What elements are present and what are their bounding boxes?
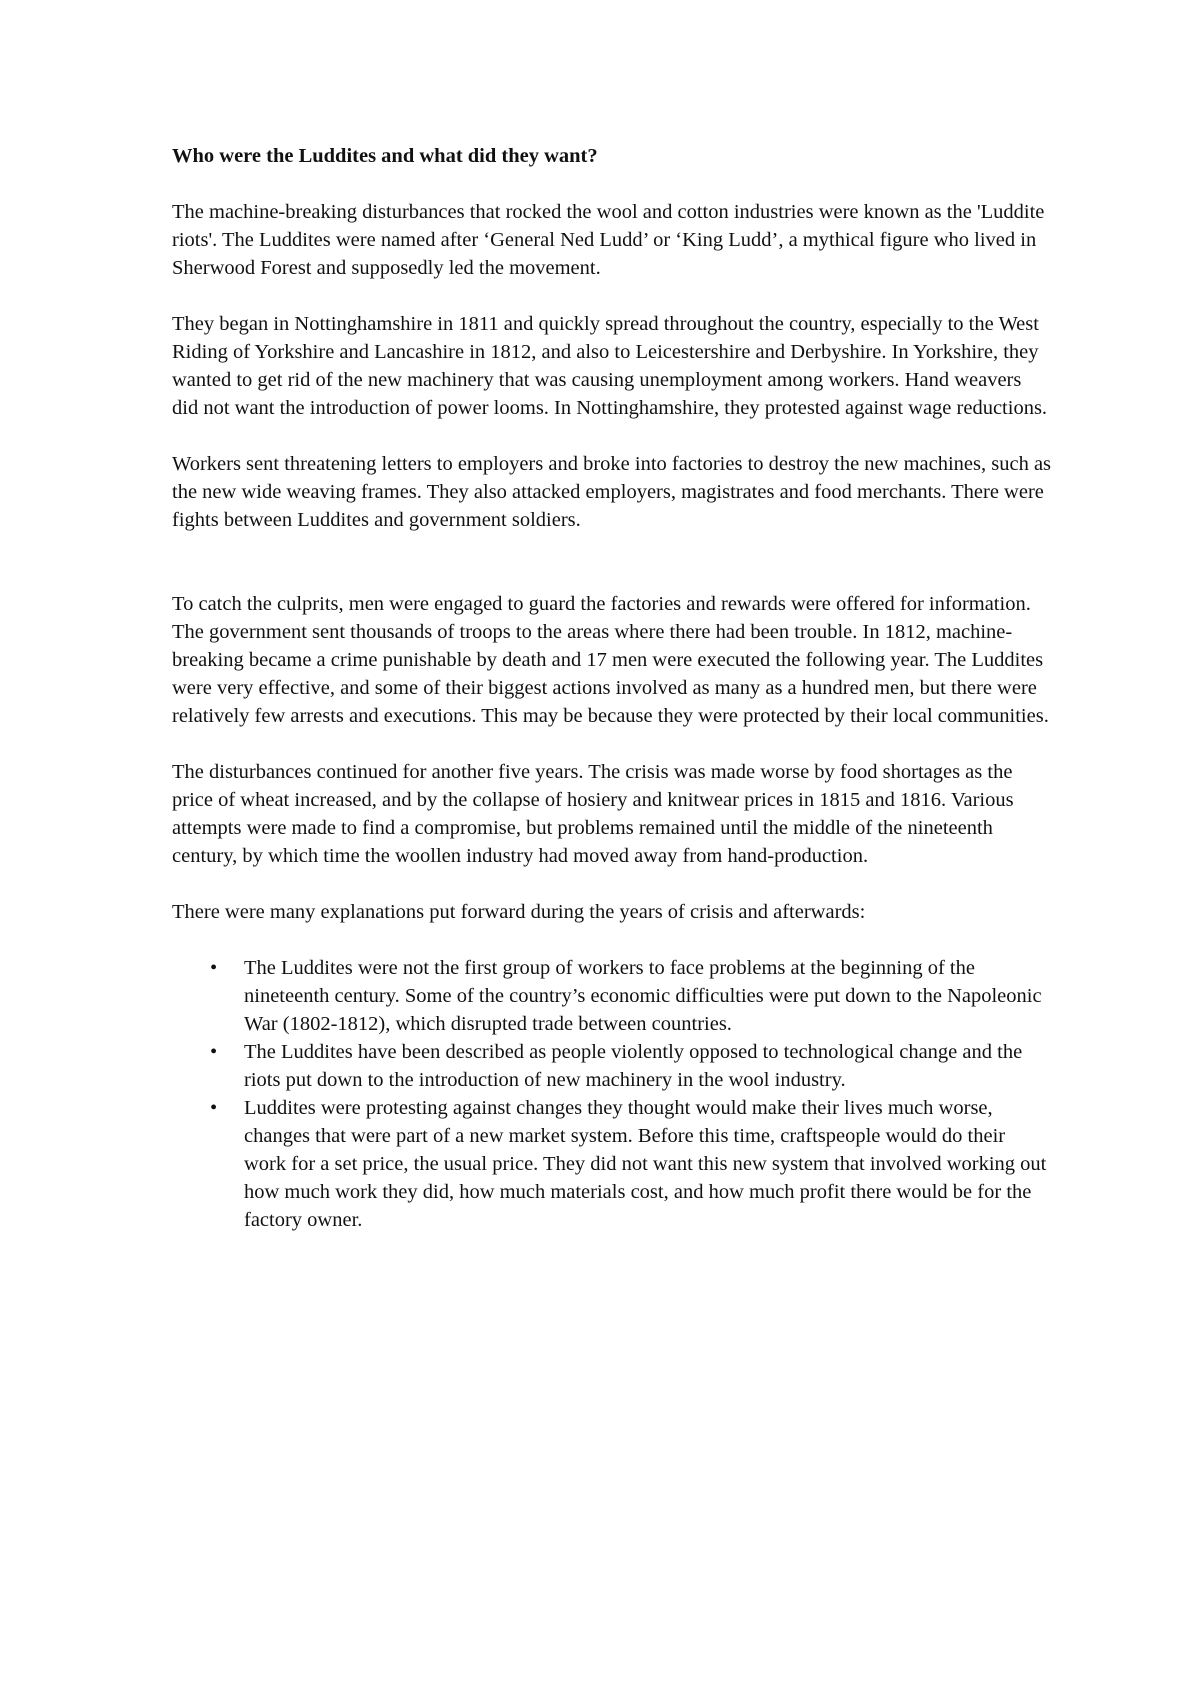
list-item [172, 954, 1052, 1038]
list-item [172, 1038, 1052, 1094]
list-item-text: The Luddites have been described as people violently opposed to technological change and the riots put down to the introduction of new machinery in the wool industry. [244, 1041, 1023, 1091]
list-item [172, 1094, 1052, 1234]
paragraph-explanations-intro: There were many explanations put forward during the years of crisis and afterwards: [172, 901, 866, 923]
paragraph-attacks: Workers sent threatening letters to employers and broke into factories to destroy the new machines, such as the new wide weaving frames. They also attacked employers, magistrates and food merchants. There were fights between Luddites and government soldiers. [172, 453, 1052, 531]
bullet-icon: • [210, 1097, 218, 1119]
document-title: Who were the Luddites and what did they want? [172, 145, 598, 167]
paragraph-government-response: To catch the culprits, men were engaged to guard the factories and rewards were offered for information. The government sent thousands of troops to the areas where there had been trouble. In 1812, machine-breaking became a crime punishable by death and 17 men were executed the following year. The Luddites were very effective, and some of their biggest actions involved as many as a hundred men, but there were relatively few arrests and executions. This may be because they were protected by their local communities. [172, 593, 1049, 727]
document-page [172, 142, 1052, 1234]
paragraph-origins: They began in Nottinghamshire in 1811 and quickly spread throughout the country, especially to the West Riding of Yorkshire and Lancashire in 1812, and also to Leicestershire and Derbyshire. In Yorkshire, they wanted to get rid of the new machinery that was causing unemployment among workers. Hand weavers did not want the introduction of power looms. In Nottinghamshire, they protested against wage reductions. [172, 313, 1048, 419]
list-item-text: The Luddites were not the first group of workers to face problems at the beginning of the nineteenth century. Some of the country’s economic difficulties were put down to the Napoleonic War (1802-1812), which disrupted trade between countries. [244, 957, 1042, 1035]
paragraph-continued-disturbances: The disturbances continued for another five years. The crisis was made worse by food shortages as the price of wheat increased, and by the collapse of hosiery and knitwear prices in 1815 and 1816. Various attempts were made to find a compromise, but problems remained until the middle of the nineteenth century, by which time the woollen industry had moved away from hand-production. [172, 761, 1014, 867]
bullet-icon: • [210, 957, 218, 979]
explanations-list [172, 954, 1052, 1234]
bullet-icon: • [210, 1041, 218, 1063]
list-item-text: Luddites were protesting against changes they thought would make their lives much worse, changes that were part of a new market system. Before this time, craftspeople would do their work for a set price, the usual price. They did not want this new system that involved working out how much work they did, how much materials cost, and how much profit there would be for the factory owner. [244, 1097, 1047, 1231]
paragraph-luddite-riots: The machine-breaking disturbances that rocked the wool and cotton industries were known as the 'Luddite riots'. The Luddites were named after ‘General Ned Ludd’ or ‘King Ludd’, a mythical figure who lived in Sherwood Forest and supposedly led the movement. [172, 201, 1045, 279]
